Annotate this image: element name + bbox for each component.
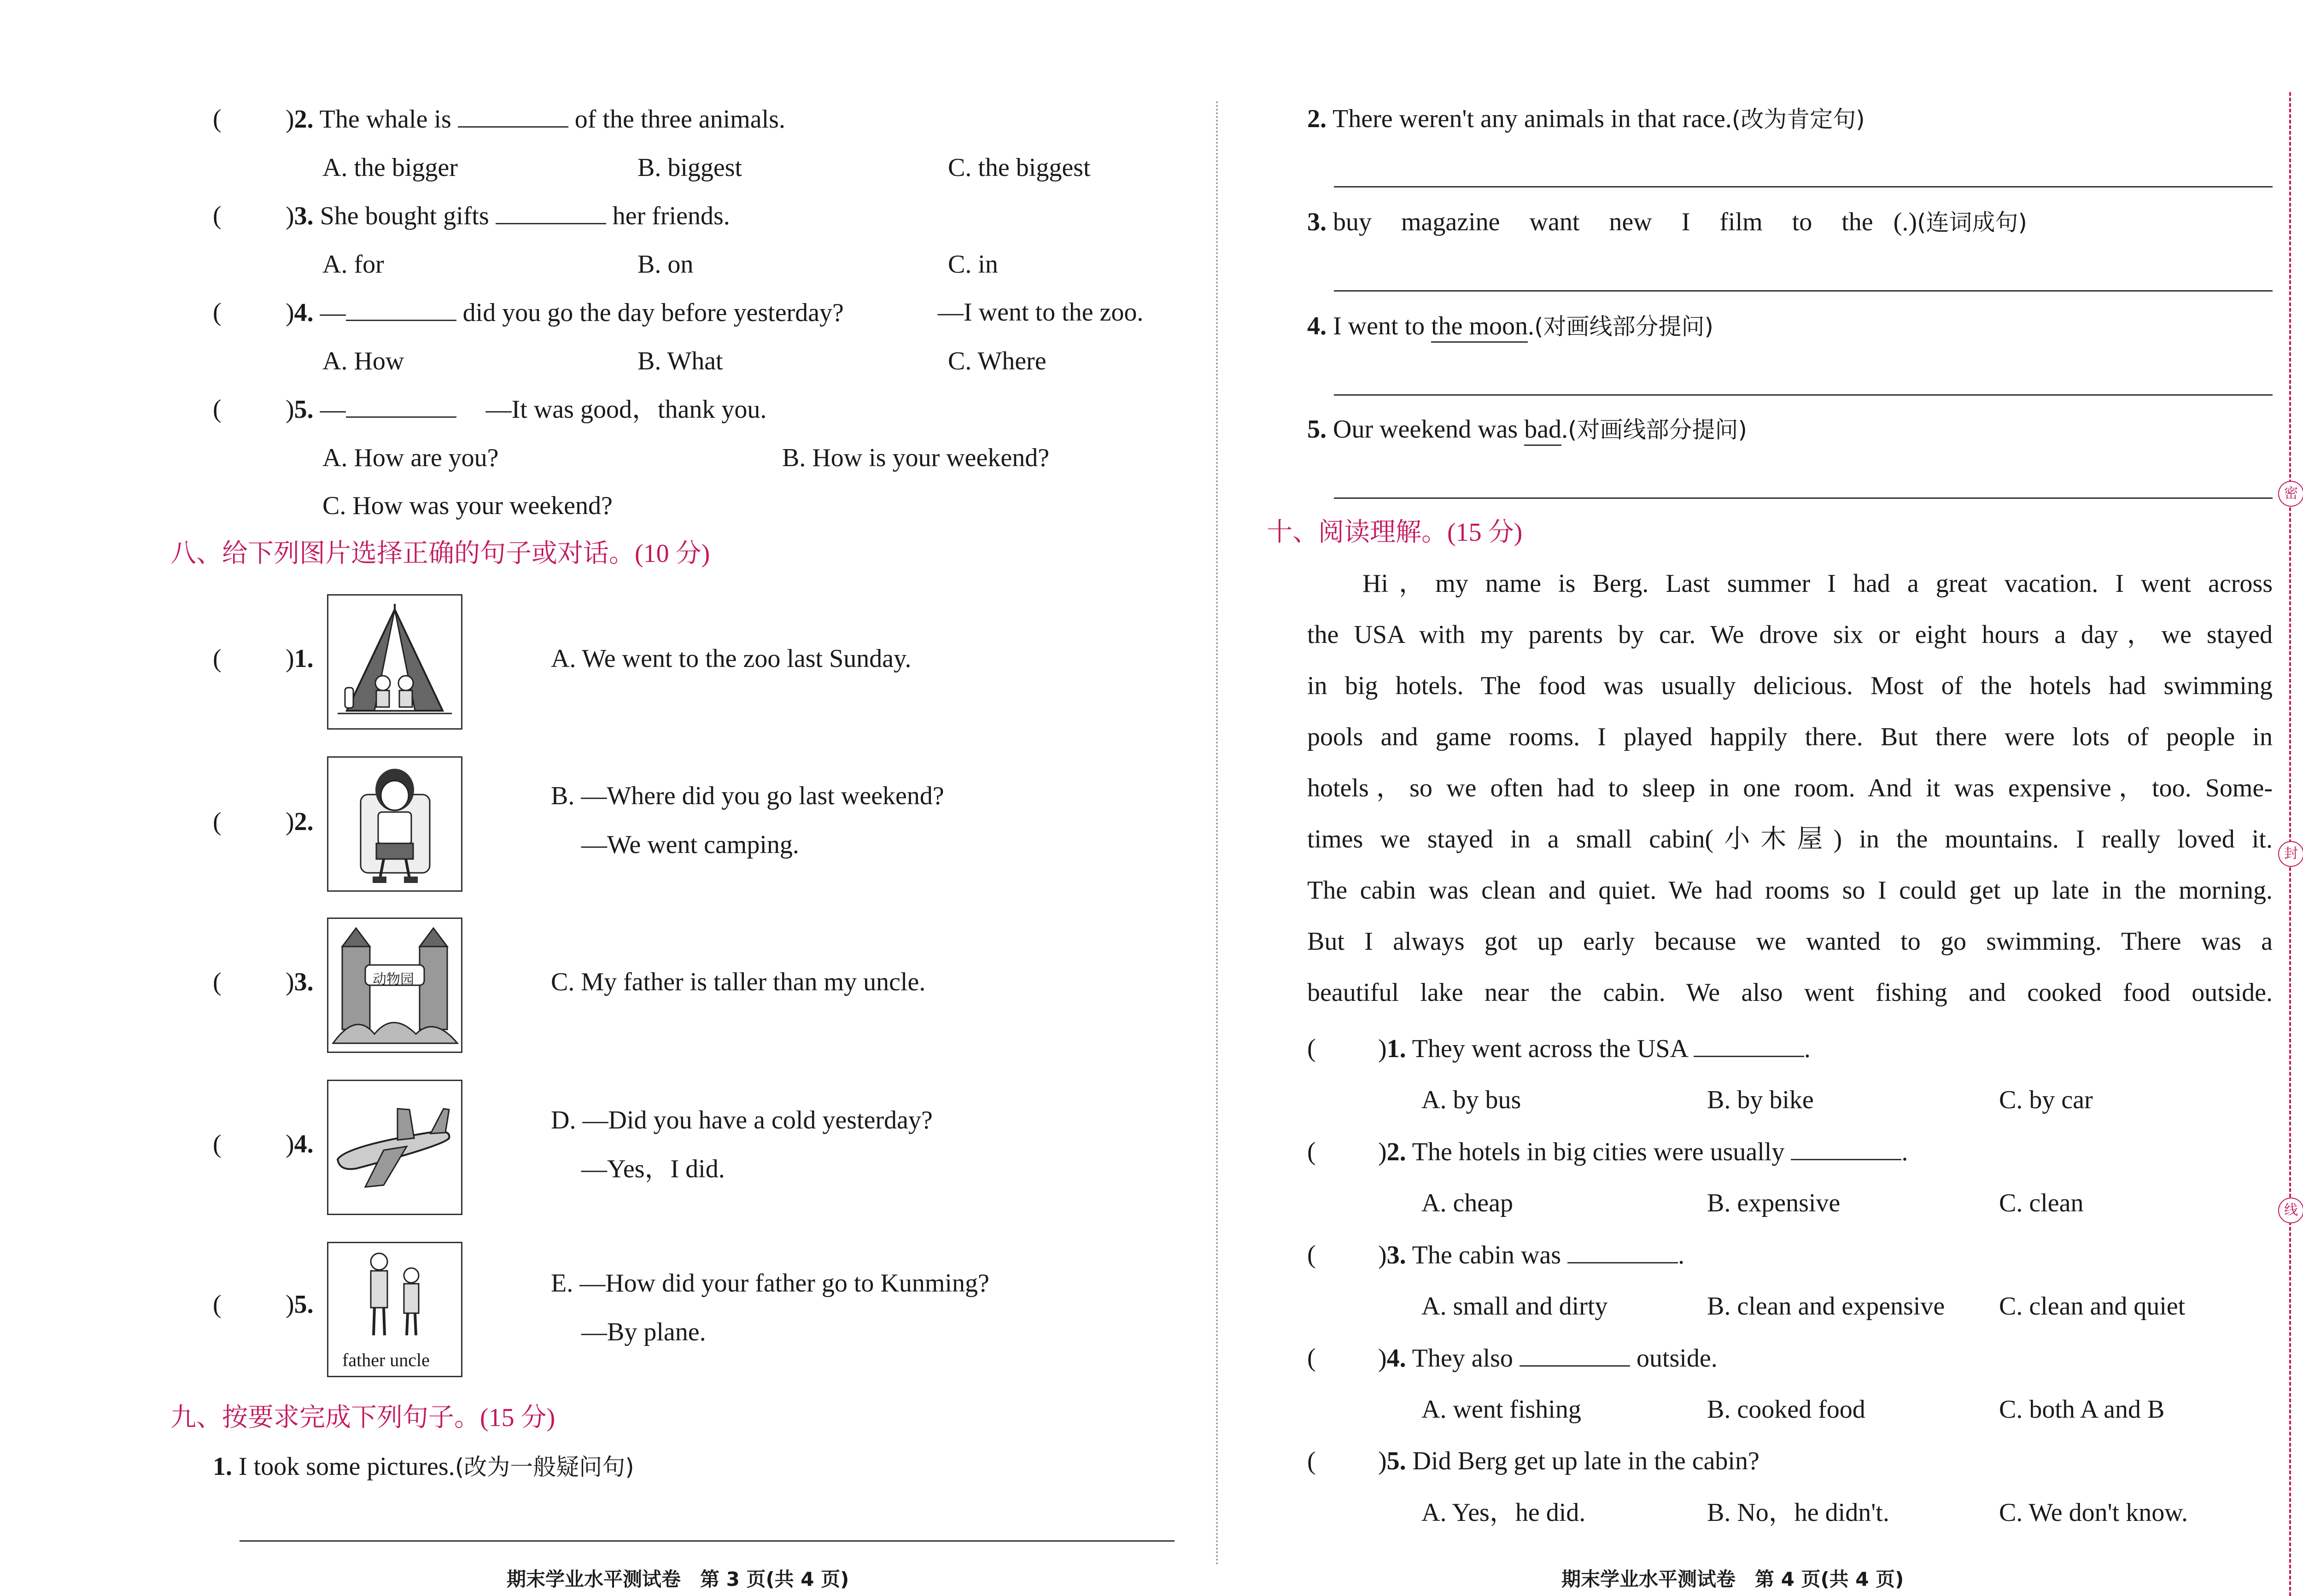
- answer-option-b-line2: —We went camping.: [581, 830, 799, 859]
- answer-paren: (: [1307, 1344, 1316, 1372]
- answer-paren: (: [213, 968, 222, 996]
- answer-paren: (: [213, 1130, 222, 1158]
- answer-paren: (: [213, 105, 222, 133]
- fill-blank[interactable]: [1694, 1034, 1804, 1057]
- fill-blank[interactable]: [1520, 1343, 1630, 1367]
- section-9-heading: 九、按要求完成下列句子。(15 分): [170, 1403, 555, 1432]
- question-mc-4: )4. — did you go the day before yesterday?: [286, 298, 844, 327]
- reading-q5: )5. Did Berg get up late in the cabin?: [1378, 1447, 1759, 1475]
- page-footer-right: 期末学业水平测试卷 第 4 页(共 4 页): [1561, 1568, 1904, 1590]
- fill-blank[interactable]: [1791, 1137, 1901, 1160]
- section-8-heading: 八、给下列图片选择正确的句子或对话。(10 分): [170, 538, 710, 568]
- airplane-picture: [327, 1080, 462, 1215]
- option-c: C. in: [948, 250, 998, 279]
- reading-q4: )4. They also outside.: [1378, 1344, 1718, 1373]
- item-number: )2.: [286, 807, 314, 836]
- fill-blank[interactable]: [458, 104, 568, 128]
- page-footer-left: 期末学业水平测试卷 第 3 页(共 4 页): [507, 1568, 849, 1590]
- option-a: A. the bigger: [322, 153, 458, 182]
- seal-mark-2: 封: [2278, 841, 2303, 867]
- answer-option-d-line1: D. —Did you have a cold yesterday?: [551, 1106, 933, 1134]
- section-10-heading: 十、阅读理解。(15 分): [1267, 517, 1523, 547]
- option-a: A. by bus: [1421, 1086, 1521, 1114]
- option-c: C. How was your weekend?: [322, 491, 613, 520]
- answer-line[interactable]: [1334, 497, 2273, 499]
- section-9-q4: 4. I went to the moon.(对画线部分提问): [1307, 311, 1713, 341]
- answer-line[interactable]: [1334, 290, 2273, 292]
- option-b: B. What: [637, 347, 723, 375]
- tent-icon: [328, 596, 461, 728]
- option-a: A. cheap: [1421, 1189, 1514, 1217]
- seal-mark-3: 线: [2278, 1198, 2303, 1223]
- answer-option-c: C. My father is taller than my uncle.: [551, 968, 926, 996]
- tent-camping-picture: [327, 594, 462, 730]
- two-men-icon: [328, 1243, 461, 1345]
- reading-q2: )2. The hotels in big cities were usually .: [1378, 1138, 1908, 1166]
- option-b: B. biggest: [637, 153, 742, 182]
- fill-blank[interactable]: [346, 298, 456, 321]
- answer-paren: (: [1307, 1447, 1316, 1475]
- option-c: C. the biggest: [948, 153, 1091, 182]
- fill-blank[interactable]: [346, 394, 456, 418]
- answer-option-b-line1: B. —Where did you go last weekend?: [551, 782, 944, 810]
- answer-line[interactable]: [240, 1540, 1175, 1542]
- option-c: C. both A and B: [1999, 1395, 2165, 1424]
- zoo-sign-text: 动物园: [373, 971, 414, 988]
- page-divider: [1216, 101, 1218, 1566]
- answer-paren: (: [213, 1290, 222, 1319]
- fill-blank[interactable]: [496, 201, 606, 224]
- question-mc-3: )3. She bought gifts her friends.: [286, 202, 730, 230]
- answer-paren: (: [1307, 1240, 1316, 1269]
- answer-option-a: A. We went to the zoo last Sunday.: [551, 644, 912, 673]
- option-b: B. No，he didn't.: [1707, 1498, 1889, 1527]
- answer-line[interactable]: [1334, 394, 2273, 396]
- item-number: )3.: [286, 968, 314, 996]
- option-c: C. Where: [948, 347, 1046, 375]
- answer-paren: (: [213, 807, 222, 836]
- girl-icon: [328, 758, 461, 890]
- option-c: C. clean: [1999, 1189, 2084, 1217]
- airplane-icon: [328, 1081, 461, 1214]
- option-c: C. by car: [1999, 1086, 2093, 1114]
- option-b: B. by bike: [1707, 1086, 1814, 1114]
- option-a: A. Yes，he did.: [1421, 1498, 1586, 1527]
- section-9-q1: 1. I took some pictures.(改为一般疑问句): [213, 1452, 634, 1481]
- answer-paren: (: [213, 395, 222, 423]
- zoo-gate-picture: [327, 918, 462, 1053]
- answer-paren: (: [1307, 1137, 1316, 1166]
- seal-mark-1: 密: [2278, 481, 2303, 507]
- option-c: C. clean and quiet: [1999, 1292, 2186, 1321]
- reading-q3: )3. The cabin was .: [1378, 1241, 1685, 1269]
- option-b: B. on: [637, 250, 694, 279]
- fill-blank[interactable]: [1567, 1240, 1678, 1263]
- option-b: B. How is your weekend?: [782, 444, 1050, 472]
- option-b: B. clean and expensive: [1707, 1292, 1945, 1321]
- option-a: A. How: [322, 347, 404, 375]
- reading-q1: )1. They went across the USA .: [1378, 1035, 1811, 1063]
- option-a: A. small and dirty: [1421, 1292, 1608, 1321]
- answer-option-e-line1: E. —How did your father go to Kunming?: [551, 1269, 989, 1298]
- option-a: A. for: [322, 250, 384, 279]
- question-mc-5: )5. — —It was good，thank you.: [286, 395, 767, 424]
- option-b: B. cooked food: [1707, 1395, 1865, 1424]
- section-9-q5: 5. Our weekend was bad.(对画线部分提问): [1307, 415, 1747, 444]
- father-uncle-picture: [327, 1242, 462, 1377]
- answer-option-d-line2: —Yes，I did.: [581, 1155, 725, 1183]
- option-b: B. expensive: [1707, 1189, 1841, 1217]
- question-mc-2: )2. The whale is of the three animals.: [286, 105, 785, 134]
- section-9-q3: 3. buy magazine want new I film to the (.)(连词成句): [1307, 208, 2027, 236]
- answer-line[interactable]: [1334, 186, 2273, 187]
- option-a: A. went fishing: [1421, 1395, 1581, 1424]
- option-c: C. We don't know.: [1999, 1498, 2188, 1527]
- answer-paren: (: [1307, 1034, 1316, 1063]
- reading-passage: Hi，my name is Berg. Last summer I had a great vacation. I went across the USA with my parents by car. We drove six or eight hours a day，we stayed in big hotels. The food was usually delicious. Most of the hotels had swimming pools and game rooms. I played happily there. But there were lots of people in hotels，so we often had to sleep in one room. And it was expensive，too. Some- times we stayed in a small cabin(小木屋) in the mountains. I really loved it. The cabin was clean and quiet. We had rooms so I could get up late in the morning. But I always got up early because we wanted to go swimming. There was a beautiful lake near the cabin. We also went fishing and cooked food outside.: [1307, 569, 2273, 1007]
- picture-caption: father uncle: [342, 1350, 430, 1370]
- item-number: )1.: [286, 644, 314, 673]
- answer-option-e-line2: —By plane.: [581, 1318, 706, 1346]
- option-a: A. How are you?: [322, 444, 499, 472]
- dialog-answer: —I went to the zoo.: [938, 298, 1144, 327]
- answer-paren: (: [213, 201, 222, 230]
- section-9-q2: 2. There weren't any animals in that race.(改为肯定句): [1307, 105, 1865, 133]
- sick-girl-picture: [327, 756, 462, 892]
- item-number: )4.: [286, 1130, 314, 1158]
- answer-paren: (: [213, 298, 222, 327]
- item-number: )5.: [286, 1290, 314, 1319]
- answer-paren: (: [213, 644, 222, 673]
